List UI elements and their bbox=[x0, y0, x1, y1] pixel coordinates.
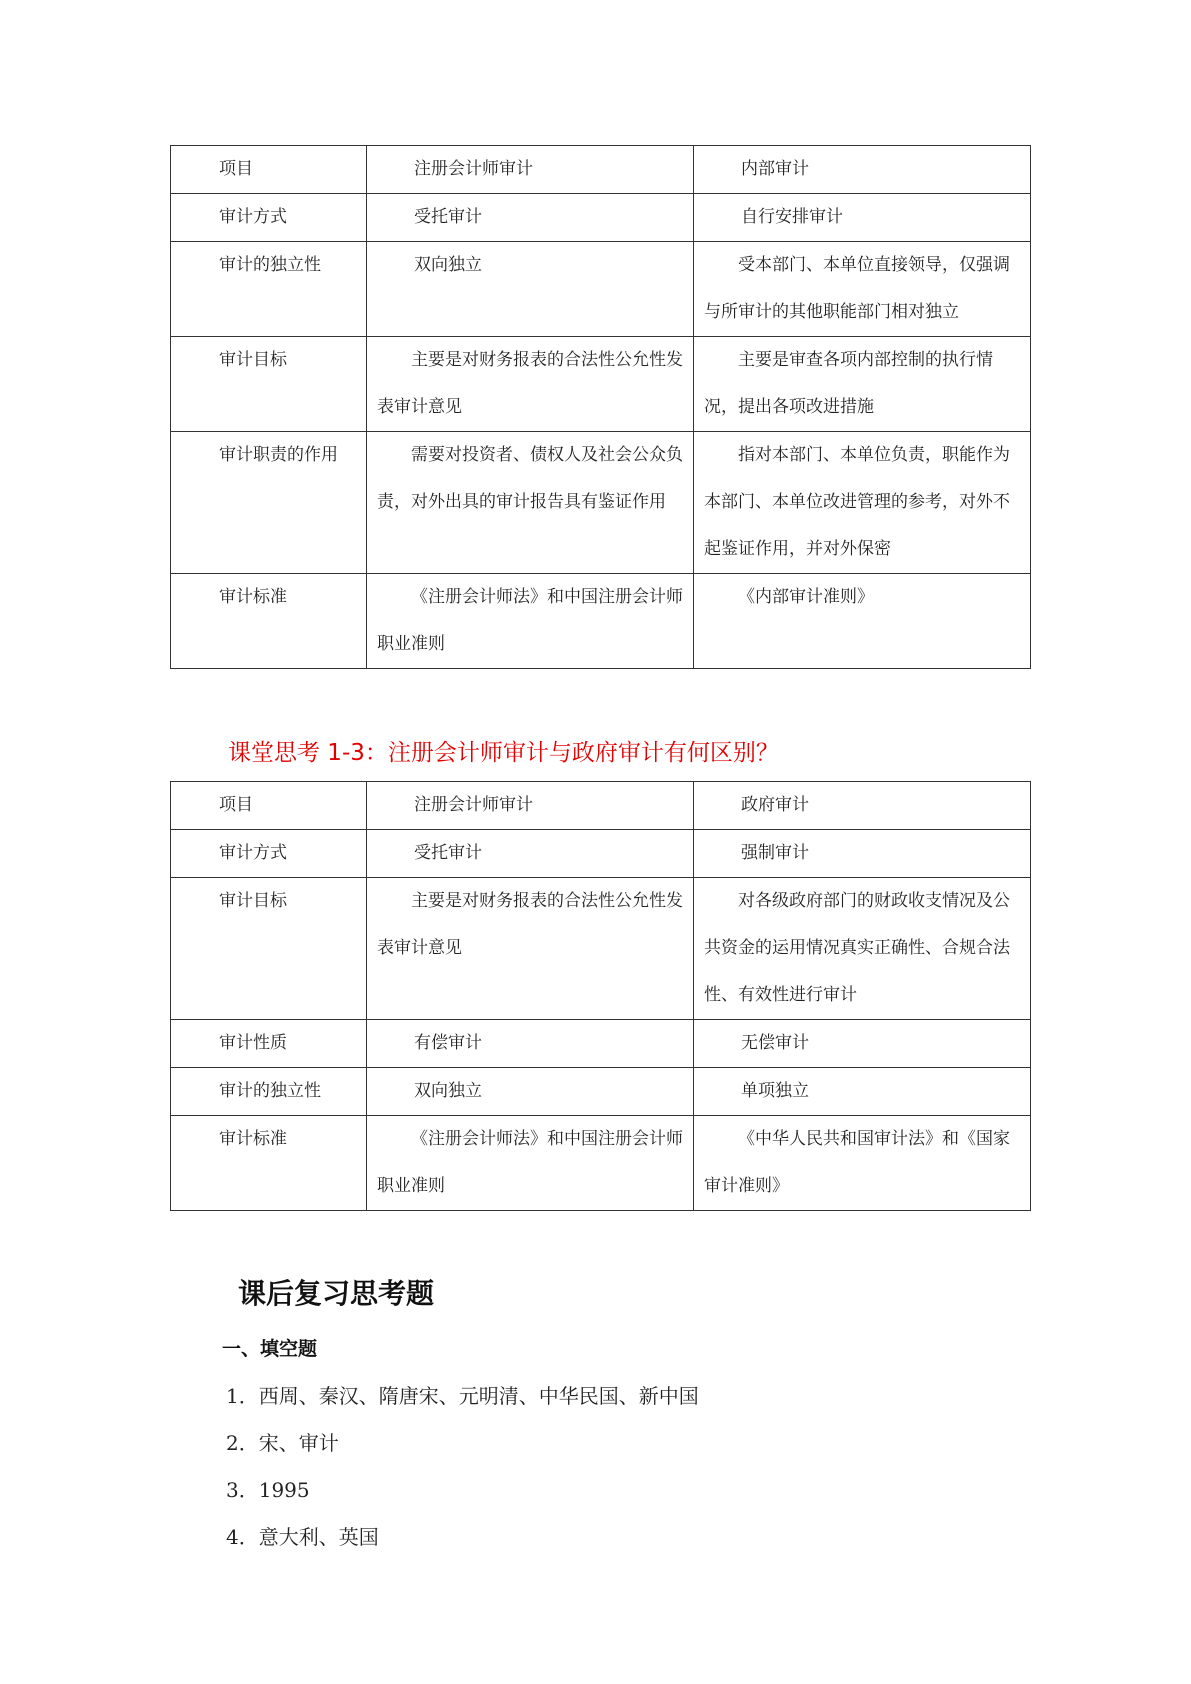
table-header-cell: 注册会计师审计 bbox=[367, 146, 694, 194]
table-header-cell: 注册会计师审计 bbox=[367, 782, 694, 830]
table-cell: 双向独立 bbox=[367, 242, 694, 337]
table-cell: 单项独立 bbox=[694, 1068, 1031, 1116]
government-audit-comparison-table bbox=[170, 781, 1031, 1211]
table-header-cell: 政府审计 bbox=[694, 782, 1031, 830]
table-row bbox=[171, 337, 1031, 432]
internal-audit-comparison-table bbox=[170, 145, 1031, 669]
table-cell: 需要对投资者、债权人及社会公众负责，对外出具的审计报告具有鉴证作用 bbox=[367, 432, 694, 574]
table-cell: 受托审计 bbox=[367, 830, 694, 878]
table-cell: 审计的独立性 bbox=[171, 242, 367, 337]
table-cell: 审计目标 bbox=[171, 337, 367, 432]
table-header-cell: 项目 bbox=[171, 146, 367, 194]
table-cell: 审计目标 bbox=[171, 878, 367, 1020]
table-cell: 审计标准 bbox=[171, 574, 367, 669]
answer-item: 4．意大利、英国 bbox=[226, 1525, 379, 1549]
table-cell: 自行安排审计 bbox=[694, 194, 1031, 242]
table-cell: 审计标准 bbox=[171, 1116, 367, 1211]
table-cell: 《注册会计师法》和中国注册会计师职业准则 bbox=[367, 574, 694, 669]
table-cell: 审计性质 bbox=[171, 1020, 367, 1068]
table-row bbox=[171, 432, 1031, 574]
table-row bbox=[171, 574, 1031, 669]
table-row bbox=[171, 194, 1031, 242]
table-cell: 对各级政府部门的财政收支情况及公共资金的运用情况真实正确性、合规合法性、有效性进行审计 bbox=[694, 878, 1031, 1020]
table-row bbox=[171, 1116, 1031, 1211]
classroom-question-heading: 课堂思考 1-3：注册会计师审计与政府审计有何区别？ bbox=[228, 740, 779, 766]
table-header-cell: 项目 bbox=[171, 782, 367, 830]
table-cell: 双向独立 bbox=[367, 1068, 694, 1116]
table-cell: 《内部审计准则》 bbox=[694, 574, 1031, 669]
answer-item: 1．西周、秦汉、隋唐宋、元明清、中华民国、新中国 bbox=[226, 1384, 699, 1408]
table-cell: 受托审计 bbox=[367, 194, 694, 242]
table-cell: 受本部门、本单位直接领导，仅强调与所审计的其他职能部门相对独立 bbox=[694, 242, 1031, 337]
section-title: 课后复习思考题 bbox=[238, 1277, 435, 1310]
table-header-row bbox=[171, 782, 1031, 830]
table-cell: 主要是对财务报表的合法性公允性发表审计意见 bbox=[367, 878, 694, 1020]
table-cell: 主要是审查各项内部控制的执行情况，提出各项改进措施 bbox=[694, 337, 1031, 432]
table-cell: 无偿审计 bbox=[694, 1020, 1031, 1068]
table-cell: 审计方式 bbox=[171, 194, 367, 242]
subsection-title: 一、填空题 bbox=[222, 1338, 318, 1360]
answer-item: 3．1995 bbox=[226, 1478, 310, 1502]
table-row bbox=[171, 1068, 1031, 1116]
answer-item: 2．宋、审计 bbox=[226, 1431, 339, 1455]
table-row bbox=[171, 242, 1031, 337]
table-cell: 指对本部门、本单位负责，职能作为本部门、本单位改进管理的参考，对外不起鉴证作用，并对外保密 bbox=[694, 432, 1031, 574]
table-cell: 有偿审计 bbox=[367, 1020, 694, 1068]
table-header-cell: 内部审计 bbox=[694, 146, 1031, 194]
table-header-row bbox=[171, 146, 1031, 194]
table-cell: 主要是对财务报表的合法性公允性发表审计意见 bbox=[367, 337, 694, 432]
table-cell: 审计的独立性 bbox=[171, 1068, 367, 1116]
table-cell: 审计职责的作用 bbox=[171, 432, 367, 574]
table-cell: 审计方式 bbox=[171, 830, 367, 878]
table-row bbox=[171, 830, 1031, 878]
table-cell: 《注册会计师法》和中国注册会计师职业准则 bbox=[367, 1116, 694, 1211]
table-row bbox=[171, 878, 1031, 1020]
table-row bbox=[171, 1020, 1031, 1068]
table-cell: 强制审计 bbox=[694, 830, 1031, 878]
table-cell: 《中华人民共和国审计法》和《国家审计准则》 bbox=[694, 1116, 1031, 1211]
